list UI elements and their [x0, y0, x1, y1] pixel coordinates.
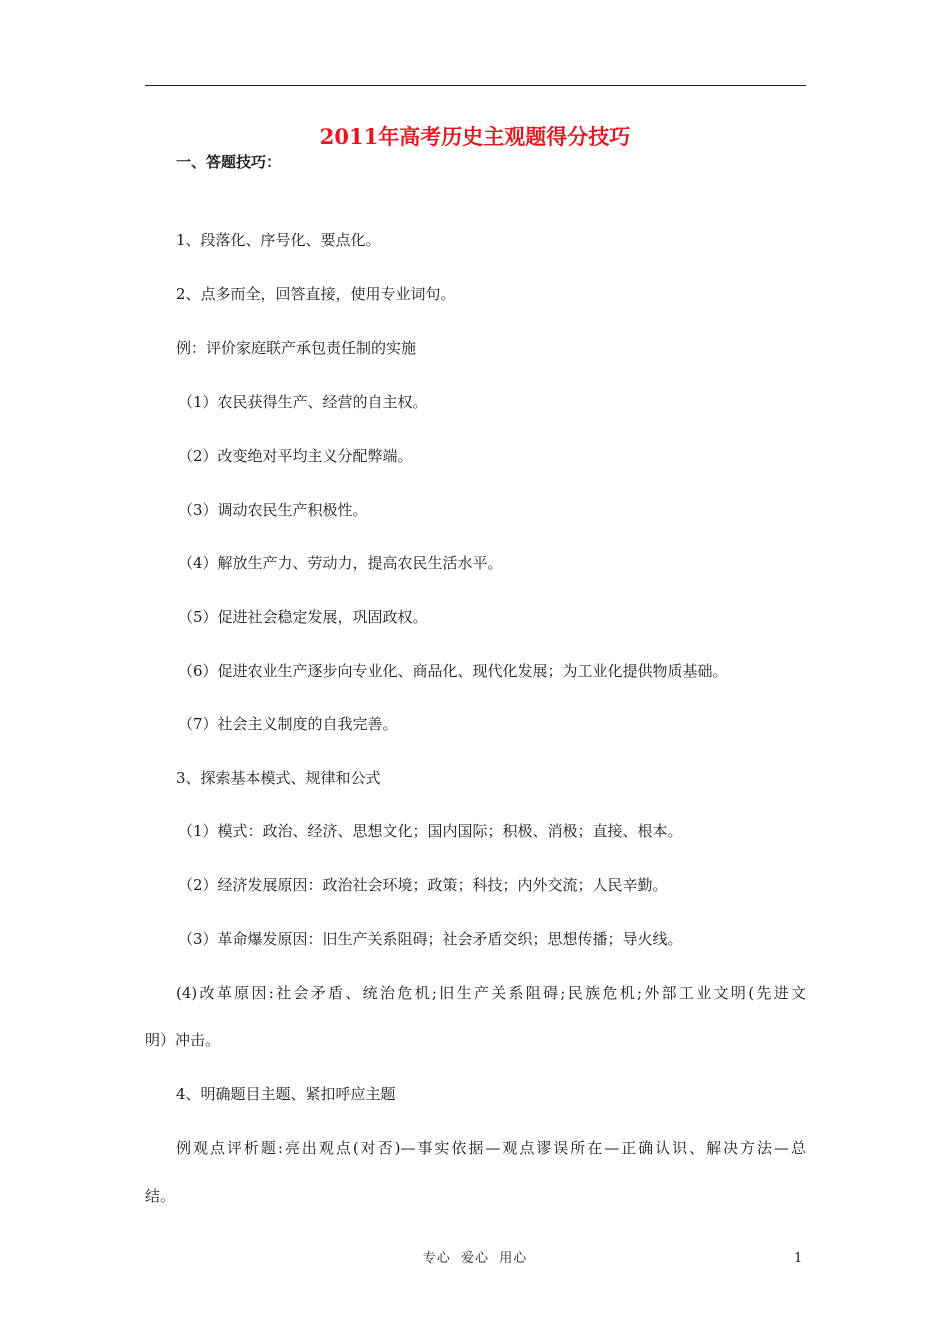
- paragraph: （4）解放生产力、劳动力，提高农民生活水平。: [178, 554, 503, 572]
- paragraph: （3）调动农民生产积极性。: [178, 501, 368, 519]
- paragraph: (4)改革原因:社会矛盾、统治危机;旧生产关系阻碍;民族危机;外部工业文明(先进文: [176, 984, 806, 1002]
- paragraph: （1）模式：政治、经济、思想文化；国内国际；积极、消极；直接、根本。: [178, 822, 683, 840]
- paragraph: 例观点评析题:亮出观点(对否)—事实依据—观点谬误所在—正确认识、解决方法—总: [176, 1139, 806, 1157]
- paragraph: （6）促进农业生产逐步向专业化、商品化、现代化发展；为工业化提供物质基础。: [178, 662, 728, 680]
- paragraph: （2）改变绝对平均主义分配弊端。: [178, 447, 413, 465]
- page-number: 1: [794, 1251, 803, 1266]
- section-heading: 一、答题技巧：: [176, 153, 282, 171]
- paragraph: （2）经济发展原因：政治社会环境；政策；科技；内外交流；人民辛勤。: [178, 876, 668, 894]
- paragraph: （1）农民获得生产、经营的自主权。: [178, 393, 428, 411]
- paragraph-continuation: 明）冲击。: [145, 1031, 221, 1049]
- paragraph: 2、点多而全，回答直接，使用专业词句。: [176, 285, 456, 303]
- paragraph: 3、探索基本模式、规律和公式: [176, 769, 381, 787]
- paragraph: 4、明确题目主题、紧扣呼应主题: [176, 1085, 396, 1103]
- header-rule: [145, 85, 806, 86]
- paragraph: （7）社会主义制度的自我完善。: [178, 715, 398, 733]
- paragraph: 1、段落化、序号化、要点化。: [176, 231, 381, 249]
- paragraph: 例：评价家庭联产承包责任制的实施: [176, 339, 417, 357]
- paragraph: （3）革命爆发原因：旧生产关系阻碍；社会矛盾交织；思想传播；导火线。: [178, 930, 683, 948]
- document-title: 2011年高考历史主观题得分技巧: [319, 124, 631, 149]
- footer-slogan: 专心 爱心 用心: [422, 1251, 528, 1266]
- paragraph-continuation: 结。: [145, 1187, 176, 1205]
- paragraph: （5）促进社会稳定发展，巩固政权。: [178, 608, 428, 626]
